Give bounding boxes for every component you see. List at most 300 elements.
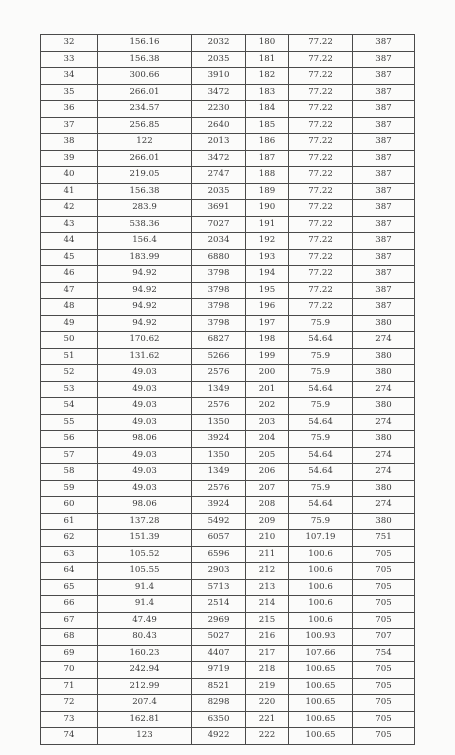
table-cell-value-right: 75.9 (289, 348, 353, 365)
table-cell-value-right: 100.65 (289, 728, 353, 745)
table-cell-amount-right: 705 (353, 728, 415, 745)
table-cell-amount-right: 380 (353, 348, 415, 365)
table-cell-value-left: 98.06 (98, 431, 192, 448)
table-cell-value-left: 80.43 (98, 629, 192, 646)
table-row (41, 150, 415, 167)
table-cell-amount-right: 387 (353, 183, 415, 200)
table-cell-row-number-right: 217 (246, 645, 289, 662)
table-cell-value-left: 156.38 (98, 51, 192, 68)
table-cell-row-number-left: 45 (41, 249, 98, 266)
table-cell-value-right: 54.64 (289, 381, 353, 398)
table-cell-row-number-left: 70 (41, 662, 98, 679)
table-row (41, 497, 415, 514)
table-row (41, 233, 415, 250)
table-cell-amount-right: 705 (353, 579, 415, 596)
table-cell-amount-right: 705 (353, 596, 415, 613)
table-row (41, 711, 415, 728)
table-cell-row-number-left: 66 (41, 596, 98, 613)
table-cell-amount-left: 3798 (192, 299, 246, 316)
table-cell-row-number-left: 46 (41, 266, 98, 283)
table-cell-row-number-left: 44 (41, 233, 98, 250)
table-cell-amount-right: 387 (353, 299, 415, 316)
table-cell-amount-right: 380 (353, 398, 415, 415)
table-row (41, 662, 415, 679)
table-cell-row-number-left: 53 (41, 381, 98, 398)
table-cell-value-left: 183.99 (98, 249, 192, 266)
table-cell-row-number-left: 51 (41, 348, 98, 365)
table-cell-row-number-right: 209 (246, 513, 289, 530)
table-cell-row-number-right: 212 (246, 563, 289, 580)
table-cell-amount-left: 6596 (192, 546, 246, 563)
table-cell-amount-right: 387 (353, 68, 415, 85)
table-cell-value-left: 170.62 (98, 332, 192, 349)
table-cell-value-right: 77.22 (289, 117, 353, 134)
table-row (41, 200, 415, 217)
table-cell-value-left: 266.01 (98, 150, 192, 167)
table-row (41, 35, 415, 52)
table-cell-value-left: 219.05 (98, 167, 192, 184)
table-cell-amount-right: 387 (353, 216, 415, 233)
table-cell-amount-right: 387 (353, 200, 415, 217)
table-cell-row-number-right: 204 (246, 431, 289, 448)
table-cell-value-right: 77.22 (289, 51, 353, 68)
table-cell-row-number-right: 180 (246, 35, 289, 52)
table-row (41, 414, 415, 431)
table-cell-amount-left: 3910 (192, 68, 246, 85)
table-cell-amount-left: 6827 (192, 332, 246, 349)
table-cell-row-number-left: 65 (41, 579, 98, 596)
table-cell-amount-right: 274 (353, 414, 415, 431)
table-cell-row-number-left: 68 (41, 629, 98, 646)
table-cell-value-right: 100.6 (289, 546, 353, 563)
table-cell-value-left: 105.52 (98, 546, 192, 563)
table-row (41, 612, 415, 629)
table-cell-row-number-left: 35 (41, 84, 98, 101)
table-cell-row-number-left: 49 (41, 315, 98, 332)
table-cell-value-left: 98.06 (98, 497, 192, 514)
table-cell-amount-right: 754 (353, 645, 415, 662)
table-cell-value-left: 94.92 (98, 315, 192, 332)
table-cell-value-left: 91.4 (98, 579, 192, 596)
table-cell-amount-left: 1350 (192, 414, 246, 431)
table-cell-value-left: 137.28 (98, 513, 192, 530)
table-cell-row-number-left: 61 (41, 513, 98, 530)
table-cell-row-number-left: 58 (41, 464, 98, 481)
table-cell-value-right: 77.22 (289, 266, 353, 283)
table-cell-amount-right: 387 (353, 101, 415, 118)
table-cell-amount-right: 387 (353, 51, 415, 68)
table-cell-value-left: 256.85 (98, 117, 192, 134)
table-row (41, 249, 415, 266)
table-cell-amount-right: 705 (353, 678, 415, 695)
table-row (41, 381, 415, 398)
table-cell-value-left: 207.4 (98, 695, 192, 712)
table-row (41, 315, 415, 332)
table-cell-row-number-left: 34 (41, 68, 98, 85)
table-cell-value-left: 156.16 (98, 35, 192, 52)
table-cell-amount-left: 2576 (192, 480, 246, 497)
table-row (41, 596, 415, 613)
table-cell-amount-right: 380 (353, 365, 415, 382)
table-cell-value-right: 77.22 (289, 249, 353, 266)
table-cell-value-right: 77.22 (289, 183, 353, 200)
table-cell-amount-right: 387 (353, 35, 415, 52)
table-cell-value-left: 242.94 (98, 662, 192, 679)
table-row (41, 546, 415, 563)
table-cell-value-left: 49.03 (98, 464, 192, 481)
table-cell-row-number-left: 62 (41, 530, 98, 547)
table-cell-value-left: 156.38 (98, 183, 192, 200)
table-cell-amount-left: 2034 (192, 233, 246, 250)
table-row (41, 480, 415, 497)
table-body (41, 35, 415, 745)
table-cell-row-number-left: 64 (41, 563, 98, 580)
table-cell-value-right: 100.65 (289, 695, 353, 712)
table-cell-value-left: 122 (98, 134, 192, 151)
table-cell-amount-right: 274 (353, 464, 415, 481)
table-cell-row-number-right: 214 (246, 596, 289, 613)
table-cell-value-right: 54.64 (289, 464, 353, 481)
table-cell-row-number-left: 52 (41, 365, 98, 382)
table-cell-amount-left: 2032 (192, 35, 246, 52)
table-cell-amount-right: 387 (353, 249, 415, 266)
table-cell-value-right: 77.22 (289, 101, 353, 118)
table-cell-amount-left: 4922 (192, 728, 246, 745)
table-cell-value-right: 77.22 (289, 68, 353, 85)
table-cell-value-right: 100.65 (289, 711, 353, 728)
table-row (41, 365, 415, 382)
table-cell-row-number-right: 207 (246, 480, 289, 497)
table-cell-amount-left: 2013 (192, 134, 246, 151)
table-cell-value-right: 77.22 (289, 35, 353, 52)
table-cell-row-number-left: 36 (41, 101, 98, 118)
table-cell-value-right: 100.6 (289, 612, 353, 629)
table-cell-amount-left: 3924 (192, 431, 246, 448)
table-cell-amount-right: 751 (353, 530, 415, 547)
table-cell-value-left: 47.49 (98, 612, 192, 629)
table-cell-value-left: 49.03 (98, 381, 192, 398)
table-cell-amount-left: 1349 (192, 464, 246, 481)
table-cell-value-left: 94.92 (98, 266, 192, 283)
table-cell-amount-right: 705 (353, 563, 415, 580)
table-cell-value-right: 75.9 (289, 315, 353, 332)
table-row (41, 629, 415, 646)
table-cell-value-left: 234.57 (98, 101, 192, 118)
table-cell-value-right: 54.64 (289, 447, 353, 464)
table-cell-value-left: 49.03 (98, 447, 192, 464)
table-cell-amount-left: 4407 (192, 645, 246, 662)
table-cell-amount-right: 705 (353, 546, 415, 563)
table-cell-row-number-right: 190 (246, 200, 289, 217)
table-row (41, 101, 415, 118)
table-cell-row-number-left: 41 (41, 183, 98, 200)
table-cell-amount-left: 8298 (192, 695, 246, 712)
table-cell-row-number-left: 56 (41, 431, 98, 448)
table-cell-row-number-right: 213 (246, 579, 289, 596)
table-cell-row-number-left: 50 (41, 332, 98, 349)
table-cell-amount-left: 3691 (192, 200, 246, 217)
table-cell-row-number-right: 192 (246, 233, 289, 250)
table-cell-amount-left: 2230 (192, 101, 246, 118)
table-cell-row-number-right: 197 (246, 315, 289, 332)
table-cell-value-left: 300.66 (98, 68, 192, 85)
table-cell-row-number-right: 198 (246, 332, 289, 349)
table-cell-row-number-right: 221 (246, 711, 289, 728)
table-cell-amount-left: 1349 (192, 381, 246, 398)
table-row (41, 678, 415, 695)
table-cell-value-right: 54.64 (289, 497, 353, 514)
table-cell-row-number-right: 202 (246, 398, 289, 415)
table-cell-amount-left: 3924 (192, 497, 246, 514)
table-cell-amount-right: 274 (353, 497, 415, 514)
table-cell-amount-right: 387 (353, 233, 415, 250)
table-row (41, 728, 415, 745)
table-cell-value-right: 77.22 (289, 282, 353, 299)
table-cell-row-number-right: 201 (246, 381, 289, 398)
table-cell-amount-left: 5713 (192, 579, 246, 596)
table-cell-value-left: 123 (98, 728, 192, 745)
table-cell-row-number-right: 215 (246, 612, 289, 629)
table-cell-row-number-right: 184 (246, 101, 289, 118)
table-cell-value-left: 162.81 (98, 711, 192, 728)
table-cell-value-right: 75.9 (289, 398, 353, 415)
table-cell-value-right: 77.22 (289, 233, 353, 250)
table-cell-value-right: 100.65 (289, 678, 353, 695)
table-cell-value-left: 94.92 (98, 299, 192, 316)
table-cell-value-left: 151.39 (98, 530, 192, 547)
table-cell-row-number-right: 203 (246, 414, 289, 431)
table-cell-amount-left: 3472 (192, 84, 246, 101)
table-cell-row-number-right: 200 (246, 365, 289, 382)
table-cell-value-right: 77.22 (289, 200, 353, 217)
table-cell-row-number-left: 67 (41, 612, 98, 629)
table-cell-row-number-right: 186 (246, 134, 289, 151)
table-cell-row-number-left: 43 (41, 216, 98, 233)
table-cell-row-number-left: 69 (41, 645, 98, 662)
table-cell-amount-right: 380 (353, 431, 415, 448)
table-cell-value-left: 49.03 (98, 398, 192, 415)
table-cell-amount-right: 387 (353, 150, 415, 167)
table-row (41, 530, 415, 547)
table-cell-row-number-right: 183 (246, 84, 289, 101)
table-cell-value-right: 77.22 (289, 299, 353, 316)
table-cell-value-right: 77.22 (289, 84, 353, 101)
table-row (41, 299, 415, 316)
table-cell-row-number-left: 63 (41, 546, 98, 563)
table-cell-row-number-left: 39 (41, 150, 98, 167)
table-cell-value-left: 91.4 (98, 596, 192, 613)
table-cell-value-left: 105.55 (98, 563, 192, 580)
table-cell-amount-left: 2576 (192, 398, 246, 415)
table-cell-amount-left: 7027 (192, 216, 246, 233)
table-row (41, 645, 415, 662)
table-cell-amount-left: 9719 (192, 662, 246, 679)
table-row (41, 464, 415, 481)
table-cell-amount-left: 2576 (192, 365, 246, 382)
table-cell-row-number-right: 205 (246, 447, 289, 464)
table-cell-amount-left: 6057 (192, 530, 246, 547)
table-cell-row-number-right: 210 (246, 530, 289, 547)
table-cell-row-number-left: 42 (41, 200, 98, 217)
table-row (41, 695, 415, 712)
table-row (41, 348, 415, 365)
table-cell-value-left: 156.4 (98, 233, 192, 250)
table-cell-row-number-left: 71 (41, 678, 98, 695)
table-row (41, 183, 415, 200)
table-cell-row-number-left: 40 (41, 167, 98, 184)
table-cell-row-number-left: 74 (41, 728, 98, 745)
table-cell-amount-left: 1350 (192, 447, 246, 464)
table-cell-amount-right: 380 (353, 513, 415, 530)
table-cell-row-number-left: 72 (41, 695, 98, 712)
table-row (41, 398, 415, 415)
table-cell-value-left: 538.36 (98, 216, 192, 233)
table-cell-row-number-right: 188 (246, 167, 289, 184)
table-cell-amount-right: 387 (353, 117, 415, 134)
table-cell-value-left: 283.9 (98, 200, 192, 217)
table-row (41, 117, 415, 134)
table-cell-row-number-right: 216 (246, 629, 289, 646)
table-cell-amount-right: 380 (353, 315, 415, 332)
table-cell-amount-right: 705 (353, 612, 415, 629)
table-cell-value-right: 100.93 (289, 629, 353, 646)
table-row (41, 134, 415, 151)
table-cell-amount-left: 5027 (192, 629, 246, 646)
table-cell-amount-left: 5266 (192, 348, 246, 365)
table-cell-row-number-right: 193 (246, 249, 289, 266)
table-cell-amount-right: 380 (353, 480, 415, 497)
table-cell-amount-right: 705 (353, 711, 415, 728)
table-cell-amount-left: 2903 (192, 563, 246, 580)
table-row (41, 579, 415, 596)
table-row (41, 563, 415, 580)
table-cell-amount-left: 2035 (192, 183, 246, 200)
table-cell-value-right: 107.19 (289, 530, 353, 547)
table-row (41, 431, 415, 448)
table-cell-amount-left: 6880 (192, 249, 246, 266)
table-cell-row-number-left: 48 (41, 299, 98, 316)
table-cell-value-left: 49.03 (98, 414, 192, 431)
table-cell-amount-right: 387 (353, 266, 415, 283)
table-cell-amount-left: 6350 (192, 711, 246, 728)
table-cell-value-left: 212.99 (98, 678, 192, 695)
table-cell-row-number-left: 55 (41, 414, 98, 431)
table-cell-value-right: 107.66 (289, 645, 353, 662)
table-cell-row-number-right: 181 (246, 51, 289, 68)
table-cell-row-number-right: 182 (246, 68, 289, 85)
table-cell-value-left: 160.23 (98, 645, 192, 662)
table-cell-amount-left: 8521 (192, 678, 246, 695)
table-cell-row-number-right: 206 (246, 464, 289, 481)
table-row (41, 513, 415, 530)
table-cell-amount-left: 3798 (192, 315, 246, 332)
table-cell-row-number-right: 185 (246, 117, 289, 134)
table-cell-value-right: 77.22 (289, 167, 353, 184)
table-cell-amount-left: 2514 (192, 596, 246, 613)
table-cell-value-right: 100.65 (289, 662, 353, 679)
table-cell-value-right: 77.22 (289, 216, 353, 233)
table-cell-row-number-left: 33 (41, 51, 98, 68)
table-cell-row-number-right: 189 (246, 183, 289, 200)
table-row (41, 282, 415, 299)
table-cell-value-right: 75.9 (289, 431, 353, 448)
table-cell-value-right: 100.6 (289, 579, 353, 596)
table-cell-amount-left: 2640 (192, 117, 246, 134)
table-row (41, 332, 415, 349)
table-cell-amount-right: 387 (353, 84, 415, 101)
table-cell-row-number-right: 187 (246, 150, 289, 167)
table-cell-amount-right: 387 (353, 282, 415, 299)
table-cell-amount-right: 387 (353, 134, 415, 151)
table-cell-amount-right: 274 (353, 381, 415, 398)
table-cell-value-right: 100.6 (289, 563, 353, 580)
table-cell-value-right: 54.64 (289, 332, 353, 349)
table-row (41, 167, 415, 184)
table-cell-row-number-left: 37 (41, 117, 98, 134)
table-cell-value-right: 54.64 (289, 414, 353, 431)
table-cell-row-number-right: 220 (246, 695, 289, 712)
table-cell-amount-right: 707 (353, 629, 415, 646)
table-cell-amount-right: 705 (353, 662, 415, 679)
table-cell-value-left: 49.03 (98, 365, 192, 382)
table-row (41, 266, 415, 283)
table-cell-row-number-left: 38 (41, 134, 98, 151)
table-cell-row-number-right: 208 (246, 497, 289, 514)
table-cell-value-right: 77.22 (289, 150, 353, 167)
table-cell-row-number-left: 47 (41, 282, 98, 299)
table-cell-row-number-right: 218 (246, 662, 289, 679)
table-cell-row-number-right: 222 (246, 728, 289, 745)
table-cell-row-number-left: 73 (41, 711, 98, 728)
table-cell-value-left: 94.92 (98, 282, 192, 299)
table-cell-amount-left: 3472 (192, 150, 246, 167)
table-cell-row-number-right: 191 (246, 216, 289, 233)
table-cell-value-right: 75.9 (289, 365, 353, 382)
table-cell-amount-left: 2747 (192, 167, 246, 184)
table-cell-amount-left: 5492 (192, 513, 246, 530)
table-row (41, 216, 415, 233)
table-cell-row-number-right: 199 (246, 348, 289, 365)
table-row (41, 68, 415, 85)
table-row (41, 84, 415, 101)
table-cell-value-right: 100.6 (289, 596, 353, 613)
table-cell-row-number-right: 196 (246, 299, 289, 316)
table-cell-amount-left: 3798 (192, 282, 246, 299)
table-cell-amount-right: 705 (353, 695, 415, 712)
table-cell-amount-right: 387 (353, 167, 415, 184)
table-cell-value-left: 266.01 (98, 84, 192, 101)
table-cell-row-number-right: 211 (246, 546, 289, 563)
table-row (41, 447, 415, 464)
table-row (41, 51, 415, 68)
data-table (40, 34, 415, 745)
table-cell-value-left: 49.03 (98, 480, 192, 497)
table-cell-row-number-left: 32 (41, 35, 98, 52)
table-cell-row-number-right: 194 (246, 266, 289, 283)
table-cell-amount-right: 274 (353, 332, 415, 349)
table-cell-amount-left: 2969 (192, 612, 246, 629)
table-cell-row-number-right: 219 (246, 678, 289, 695)
table-cell-amount-left: 2035 (192, 51, 246, 68)
table-cell-value-right: 75.9 (289, 480, 353, 497)
table-cell-row-number-left: 59 (41, 480, 98, 497)
table-cell-row-number-left: 57 (41, 447, 98, 464)
table-cell-row-number-left: 60 (41, 497, 98, 514)
table-cell-value-right: 77.22 (289, 134, 353, 151)
table-cell-row-number-right: 195 (246, 282, 289, 299)
table-cell-value-right: 75.9 (289, 513, 353, 530)
table-cell-row-number-left: 54 (41, 398, 98, 415)
